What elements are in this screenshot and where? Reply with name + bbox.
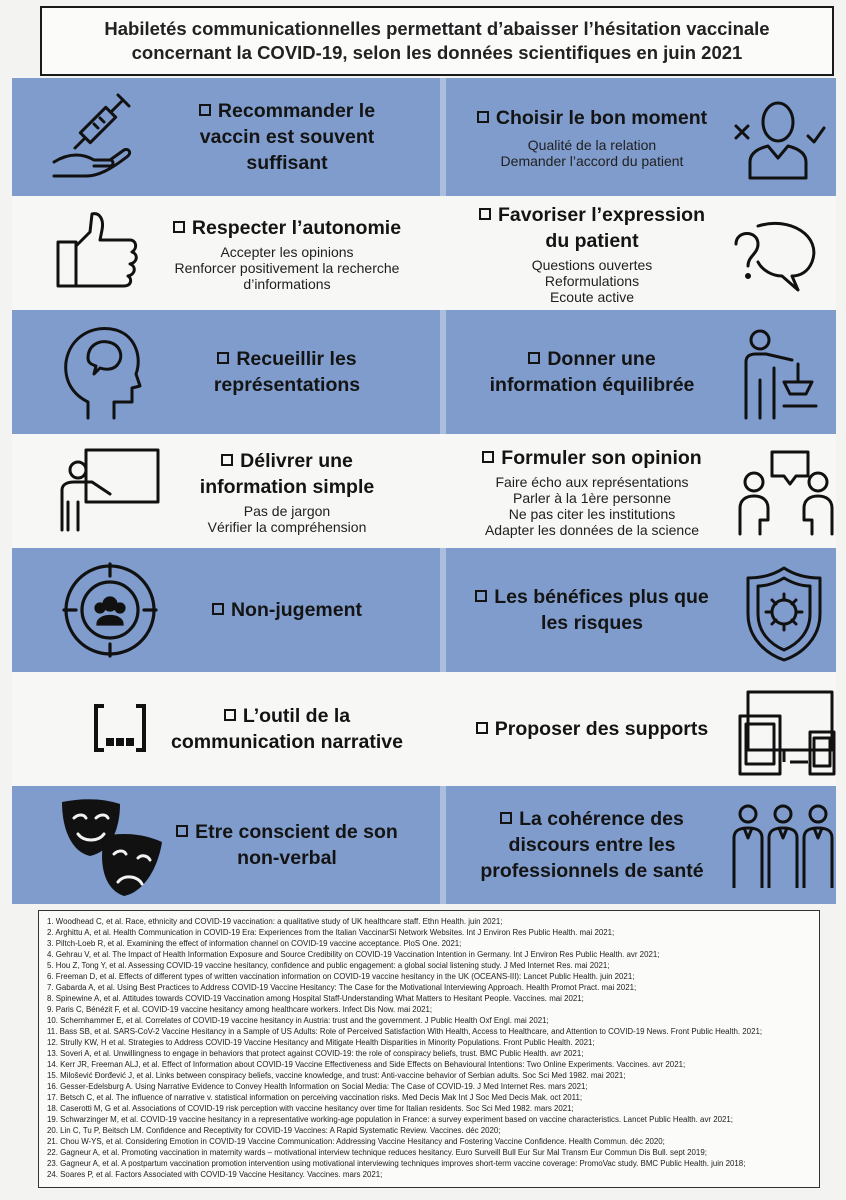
two-people-talking-icon	[736, 448, 836, 538]
skill-benefices-risques	[452, 548, 732, 672]
reference-item: 23. Gagneur A, et al. A postpartum vaccination promotion intervention using motivational interviewing techniques improves short-term vaccine coverage: PromoVac study. BMC Public Health. juin 2018;	[47, 1159, 746, 1168]
skill-heading-line: information simple	[199, 475, 375, 498]
hand-syringe-icon	[50, 92, 140, 184]
title-line-2: concernant la COVID-19, selon les données scientifiques en juin 2021	[131, 42, 743, 63]
reference-item: 12. Strully KW, H et al. Strategies to Address COVID-19 Vaccine Hesitancy and Mitigate Health Disparities in Minority Populations. Front Public Health. 2021;	[47, 1038, 595, 1047]
skill-heading-line: Non-jugement	[230, 599, 363, 621]
skill-row-3	[12, 310, 836, 434]
checkbox-icon	[476, 722, 488, 734]
skill-heading-line: information équilibrée	[489, 374, 695, 396]
checkbox-icon	[528, 352, 540, 364]
question-speech-icon	[732, 214, 822, 294]
skill-recommander	[142, 78, 432, 196]
skill-autonomie	[142, 196, 432, 310]
skill-heading-line: communication narrative	[171, 731, 403, 753]
skill-detail: Accepter les opinions	[220, 243, 354, 260]
skill-heading-line: Recueillir les	[236, 348, 357, 370]
checkbox-icon	[500, 812, 512, 824]
skill-detail: Demander l’accord du patient	[500, 153, 684, 169]
skill-detail: Qualité de la relation	[527, 137, 657, 153]
skill-non-jugement	[142, 548, 432, 672]
thumbs-up-icon	[54, 208, 142, 292]
skill-row-7	[12, 786, 836, 904]
skill-heading-line: Etre conscient de son	[195, 821, 398, 843]
skill-heading-line: Proposer des supports	[494, 718, 709, 740]
head-speech-icon	[58, 322, 142, 422]
skill-expression	[452, 196, 732, 310]
skill-row-4	[12, 434, 836, 548]
skill-heading-line: Donner une	[547, 348, 656, 370]
reference-item: 10. Schernhammer E, et al. Correlates of COVID-19 vaccine hesitancy in Austria: trust and the government. J Public Health Oxf Engl. mai 2021;	[47, 1016, 549, 1025]
skill-detail: Vérifier la compréhension	[207, 518, 367, 535]
reference-item: 1. Woodhead C, et al. Race, ethnicity and COVID-19 vaccination: a qualitative study of UK healthcare staff. Ethn Health. juin 2021;	[47, 917, 503, 926]
shield-virus-icon	[744, 564, 824, 664]
skill-opinion	[452, 434, 732, 548]
skill-heading-line: Choisir le bon moment	[495, 107, 708, 129]
skill-coherence-discours	[452, 786, 732, 904]
reference-item: 24. Soares P, et al. Factors Associated with COVID-19 Vaccine Hesitancy. Vaccines. mars 2021;	[47, 1170, 383, 1179]
reference-item: 16. Gesser-Edelsburg A. Using Narrative Evidence to Convey Health Information on Social Media: The Case of COVID-19. J Med Internet Res. mars 2021;	[47, 1082, 588, 1091]
skill-heading-line: Délivrer une	[240, 449, 353, 472]
reference-item: 3. Piltch-Loeb R, et al. Examining the effect of information channel on COVID-19 vaccine acceptance. PloS One. 2021;	[47, 939, 462, 948]
reference-item: 4. Gehrau V, et al. The Impact of Health Information Exposure and Source Credibility on COVID-19 Vaccination Intention in Germany. Int J Environ Res Public Health. avr 2021;	[47, 950, 660, 959]
skill-heading-line: vaccin est souvent	[199, 126, 375, 148]
skill-heading-line: La cohérence des	[519, 808, 684, 830]
reference-item: 15. Milošević Đorđević J, et al. Links between conspiracy beliefs, vaccine knowledge, and trust: Anti-vaccine behavior of Serbian adults. Soc Sci Med 1982. mai 2021;	[47, 1071, 626, 1080]
brackets-ellipsis-icon	[92, 702, 148, 754]
checkbox-icon	[217, 352, 229, 364]
skill-bon-moment	[452, 78, 732, 196]
skill-representations	[142, 310, 432, 434]
checkbox-icon	[479, 208, 491, 220]
skill-information-simple	[142, 434, 432, 548]
skill-heading-line: Respecter l’autonomie	[191, 216, 402, 239]
reference-item: 9. Paris C, Bénézit F, et al. COVID-19 vaccine hesitancy among healthcare workers. Infect Dis Now. mai 2021;	[47, 1005, 433, 1014]
references-box	[38, 910, 820, 1188]
reference-item: 8. Spinewine A, et al. Attitudes towards COVID-19 Vaccination among Hospital Staff-Understanding What Matters to Hesitant People. Vaccines. mai 2021;	[47, 994, 584, 1003]
skill-heading-line: discours entre les	[508, 834, 676, 856]
reference-item: 21. Chou W-YS, et al. Considering Emotion in COVID-19 Vaccine Communication: Addressing Vaccine Hesitancy and Fostering Vaccine Confidence. Health Commun. déc 2020;	[47, 1137, 665, 1146]
checkbox-icon	[199, 104, 211, 116]
skill-heading-line: les risques	[541, 612, 643, 634]
skill-detail: d’informations	[243, 275, 331, 292]
checkbox-icon	[176, 825, 188, 837]
reference-item: 19. Schwarzinger M, et al. COVID-19 vaccine hesitancy in a representative working-age population in France: a survey experiment based on vaccine characteristics. Lancet Public Health. avr 2021;	[47, 1115, 733, 1124]
reference-item: 17. Betsch C, et al. The influence of narrative v. statistical information on perceiving vaccination risks. Med Decis Mak Int J Soc Med Decis Mak. oct 2011;	[47, 1093, 583, 1102]
skill-heading-line: professionnels de santé	[480, 860, 704, 882]
skill-heading-line: non-verbal	[237, 847, 337, 869]
skill-row-5	[12, 548, 836, 672]
reference-item: 5. Hou Z, Tong Y, et al. Assessing COVID-19 vaccine hesitancy, confidence and public engagement: a global social listening study. J Med Internet Res. mai 2021;	[47, 961, 610, 970]
skill-detail: Renforcer positivement la recherche	[174, 259, 400, 276]
skill-heading-line: Recommander le	[217, 100, 376, 122]
checkbox-icon	[221, 454, 233, 466]
skill-communication-narrative	[142, 672, 432, 786]
skill-heading-line: Favoriser l’expression	[497, 203, 706, 226]
professionals-group-icon	[728, 804, 838, 890]
skill-detail: Parler à la 1ère personne	[513, 489, 671, 506]
reference-item: 14. Kerr JR, Freeman ALJ, et al. Effect of Information about COVID-19 Vaccine Effectiveness and Side Effects on Behavioural Intentions: Two Online Experiments. Vaccines. avr 2021;	[47, 1060, 686, 1069]
title-line-1: Habiletés communicationnelles permettant d’abaisser l’hésitation vaccinale	[104, 18, 770, 39]
skill-heading-line: suffisant	[246, 152, 328, 174]
checkbox-icon	[224, 709, 236, 721]
person-check-cross-icon	[730, 96, 826, 180]
checkbox-icon	[482, 451, 494, 463]
poster-title	[40, 6, 834, 76]
skill-supports	[452, 672, 732, 786]
reference-item: 6. Freeman D, et al. Effects of different types of written vaccination information on COVID-19 vaccine hesitancy in the UK (OCEANS-III): Lancet Public Health. juin 2021;	[47, 972, 635, 981]
skill-detail: Ecoute active	[549, 288, 635, 305]
reference-item: 11. Bass SB, et al. SARS-CoV-2 Vaccine Hesitancy in a Sample of US Adults: Role of Perceived Satisfaction With Health, Access to Healthcare, and Attention to COVID-19 News. Front Public Health. 2021;	[47, 1027, 763, 1036]
skill-row-1	[12, 78, 836, 196]
skill-information-equilibree	[452, 310, 732, 434]
skill-row-2	[12, 196, 836, 310]
skill-detail: Reformulations	[544, 272, 640, 289]
skill-detail: Adapter les données de la science	[484, 521, 700, 538]
reference-item: 13. Soveri A, et al. Unwillingness to engage in behaviors that protect against COVID-19: the role of conspiracy beliefs, trust. BMC Public Health. avr 2021;	[47, 1049, 584, 1058]
skill-detail: Faire écho aux représentations	[495, 473, 689, 490]
reference-item: 18. Caserotti M, G et al. Associations of COVID-19 risk perception with vaccine hesitancy over time for Italian residents. Soc Sci Med 1982. mars 2021;	[47, 1104, 574, 1113]
skill-row-6	[12, 672, 836, 786]
reference-item: 7. Gabarda A, et al. Using Best Practices to Address COVID-19 Vaccine Hesitancy: The Case for the Motivational Interviewing Approach. Health Promot Pract. mai 2021;	[47, 983, 637, 992]
skill-heading-line: Formuler son opinion	[501, 446, 702, 469]
skill-heading-line: du patient	[545, 229, 639, 252]
checkbox-icon	[477, 111, 489, 123]
skill-detail: Questions ouvertes	[531, 256, 653, 273]
skill-heading-line: représentations	[213, 374, 361, 396]
checkbox-icon	[212, 603, 224, 615]
checkbox-icon	[173, 221, 185, 233]
devices-icon	[738, 688, 838, 778]
skill-detail: Pas de jargon	[243, 502, 331, 519]
checkbox-icon	[475, 590, 487, 602]
reference-item: 20. Lin C, Tu P, Beitsch LM. Confidence and Receptivity for COVID-19 Vaccines: A Rapid Systematic Review. Vaccines. déc 2020;	[47, 1126, 501, 1135]
skill-heading-line: L’outil de la	[242, 705, 351, 727]
reference-item: 2. Arghittu A, et al. Health Communication in COVID-19 Era: Experiences from the Italian VaccinarSì Network Websites. Int J Environ Res Public Health. mai 2021;	[47, 928, 615, 937]
skill-non-verbal	[142, 786, 432, 904]
skill-detail: Ne pas citer les institutions	[508, 505, 676, 522]
reference-item: 22. Gagneur A, et al. Promoting vaccination in maternity wards – motivational interview technique reduces hesitancy. Euro Surveill Bull Eur Sur Mal Transm Eur Commun Dis Bull. sept 2019;	[47, 1148, 707, 1157]
skill-heading-line: Les bénéfices plus que	[494, 586, 709, 608]
person-scale-icon	[736, 328, 820, 428]
